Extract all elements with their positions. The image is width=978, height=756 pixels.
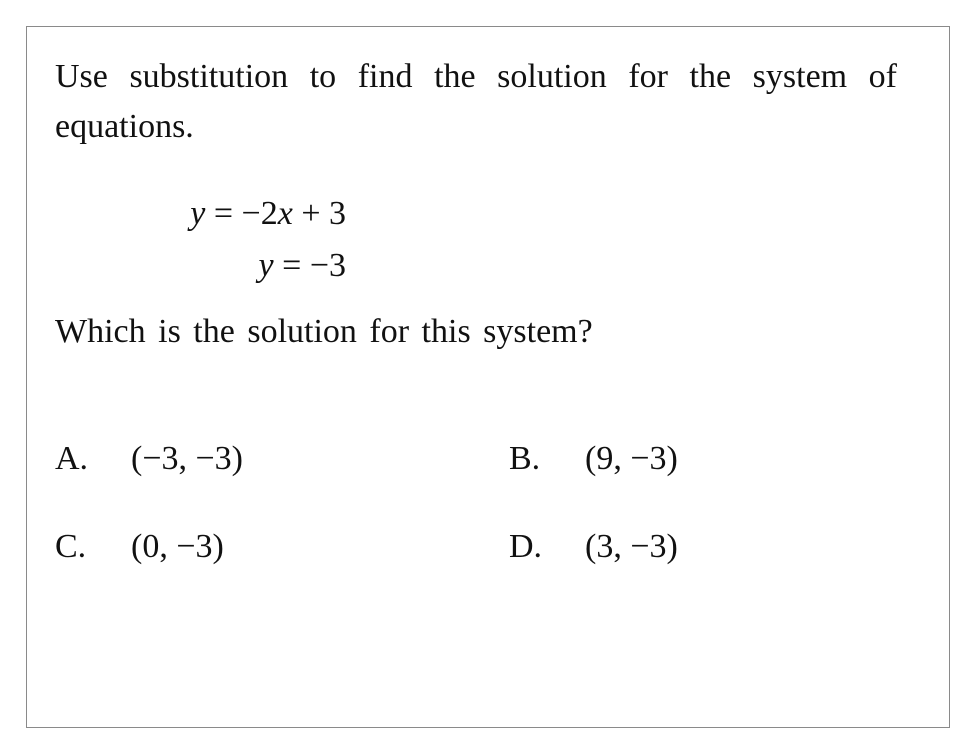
problem-instructions: Use substitution to find the solution for the system of equations. <box>55 58 897 145</box>
equation-2-variable: y <box>258 247 274 284</box>
equation-1 <box>100 188 346 240</box>
option-b-letter: B. <box>509 440 541 477</box>
equation-1-rhs-prefix: = −2 <box>205 195 278 232</box>
option-a-answer: (−3, −3) <box>131 440 243 477</box>
question-text: Which is the solution for this system? <box>55 313 593 350</box>
option-b-answer: (9, −3) <box>585 440 678 477</box>
equation-1-variable: y <box>190 195 206 232</box>
option-d-letter: D. <box>509 528 543 565</box>
option-d-answer: (3, −3) <box>585 528 678 565</box>
equation-system <box>100 188 346 292</box>
option-c-letter: C. <box>55 528 87 565</box>
equation-1-rhs-suffix: + 3 <box>292 195 346 232</box>
equation-2 <box>100 240 346 292</box>
answer-option-a[interactable] <box>55 434 243 484</box>
equation-2-rhs-prefix: = −3 <box>273 247 346 284</box>
answer-option-d[interactable] <box>509 522 678 572</box>
option-a-letter: A. <box>55 440 89 477</box>
answer-option-c[interactable] <box>55 522 224 572</box>
answer-option-b[interactable] <box>509 434 678 484</box>
equation-1-rhs-variable: x <box>277 195 293 232</box>
option-c-answer: (0, −3) <box>131 528 224 565</box>
